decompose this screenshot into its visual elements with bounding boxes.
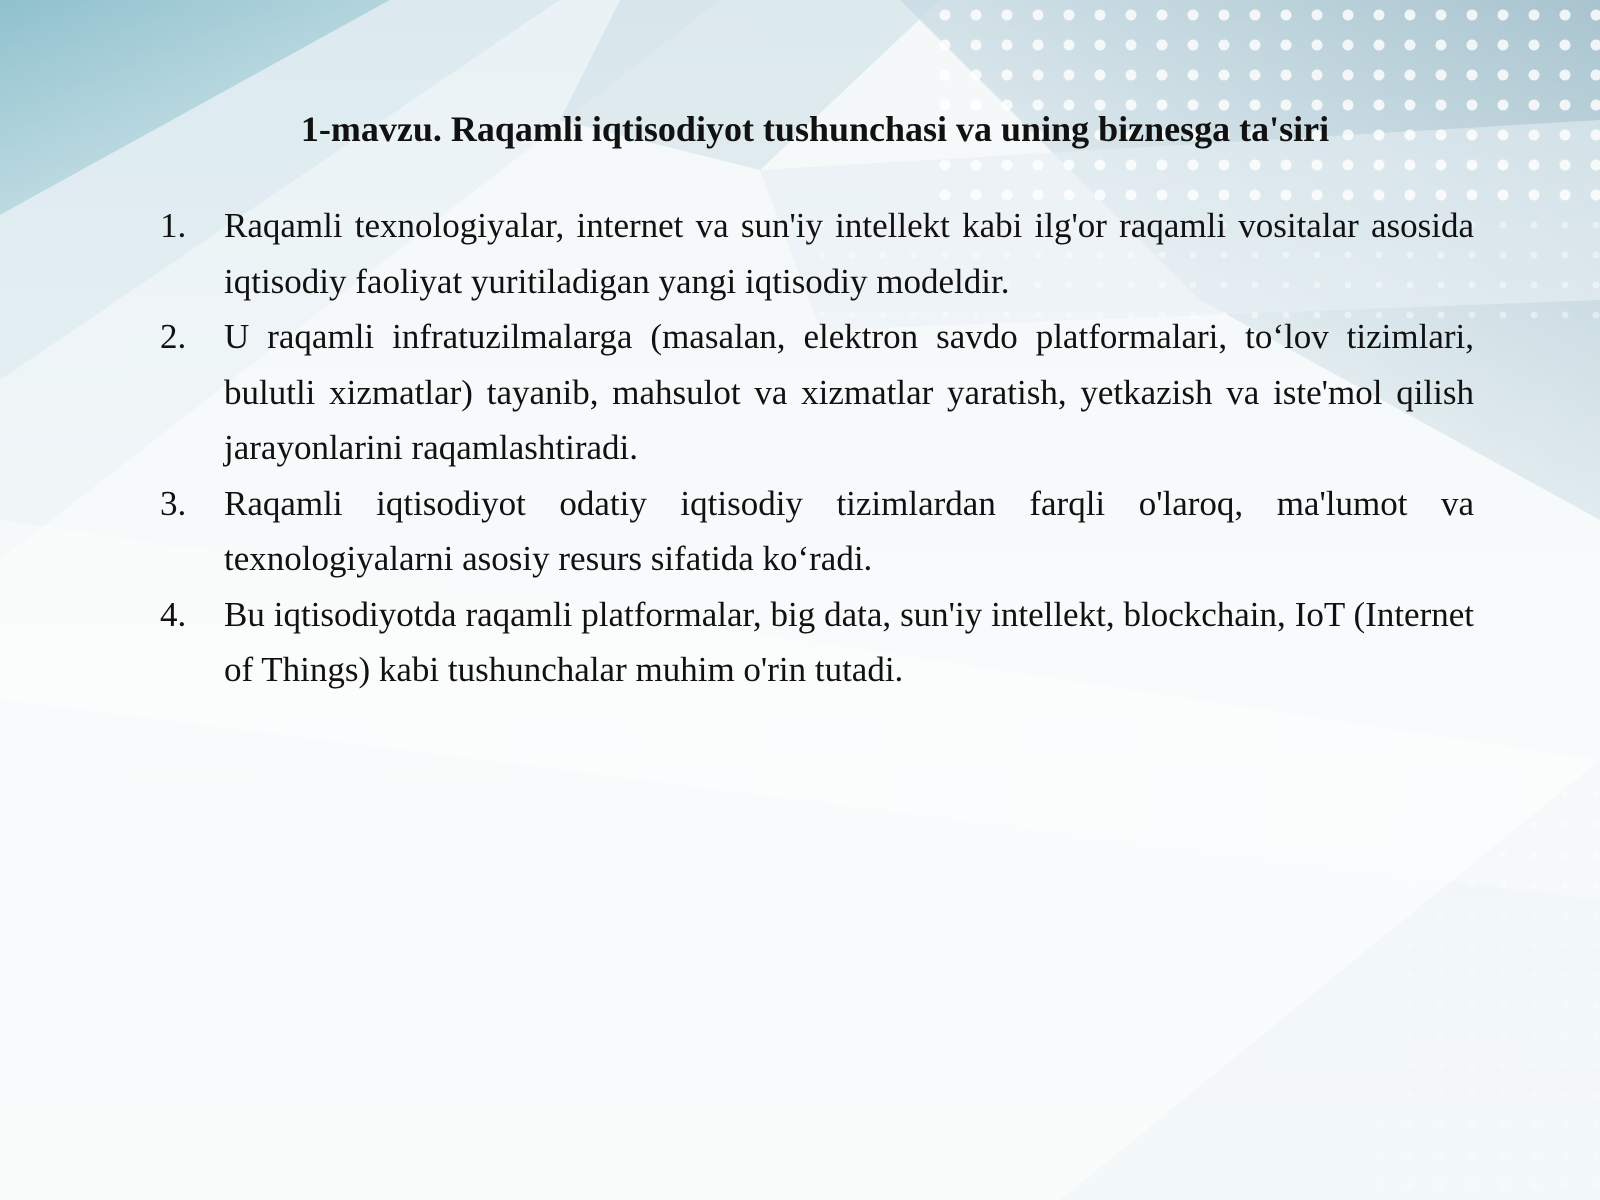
list-item-number: 3. [160, 483, 187, 523]
list-item-number: 2. [160, 317, 187, 356]
list-item-text: U raqamli infratuzilmalarga (masalan, elektron savdo platformalari, to‘lov tizimlari, bulutli xizmatlar) tayanib, mahsulot va xizmatlar yaratish, yetkazish va iste'mol qilish jarayonlarini raqamlashtiradi. [224, 317, 1474, 467]
list-item [160, 198, 1474, 309]
list-item [160, 587, 1474, 698]
numbered-list [160, 198, 1474, 698]
list-item-number: 1. [160, 206, 187, 245]
slide-title: 1-mavzu. Raqamli iqtisodiyot tushunchasi va uning biznesga ta'siri [300, 109, 1330, 149]
list-item-text: Bu iqtisodiyotda raqamli platformalar, big data, sun'iy intellekt, blockchain, IoT (Internet of Things) kabi tushunchalar muhim o'rin tutadi. [224, 594, 1474, 689]
list-item-number: 4. [160, 594, 187, 634]
list-item-text: Raqamli texnologiyalar, internet va sun'iy intellekt kabi ilg'or raqamli vositalar asosida iqtisodiy faoliyat yuritiladigan yangi iqtisodiy modeldir. [224, 206, 1474, 301]
list-item-text: Raqamli iqtisodiyot odatiy iqtisodiy tizimlardan farqli o'laroq, ma'lumot va texnologiyalarni asosiy resurs sifatida ko‘radi. [224, 483, 1474, 578]
list-item [160, 476, 1474, 587]
list-item [160, 309, 1474, 476]
